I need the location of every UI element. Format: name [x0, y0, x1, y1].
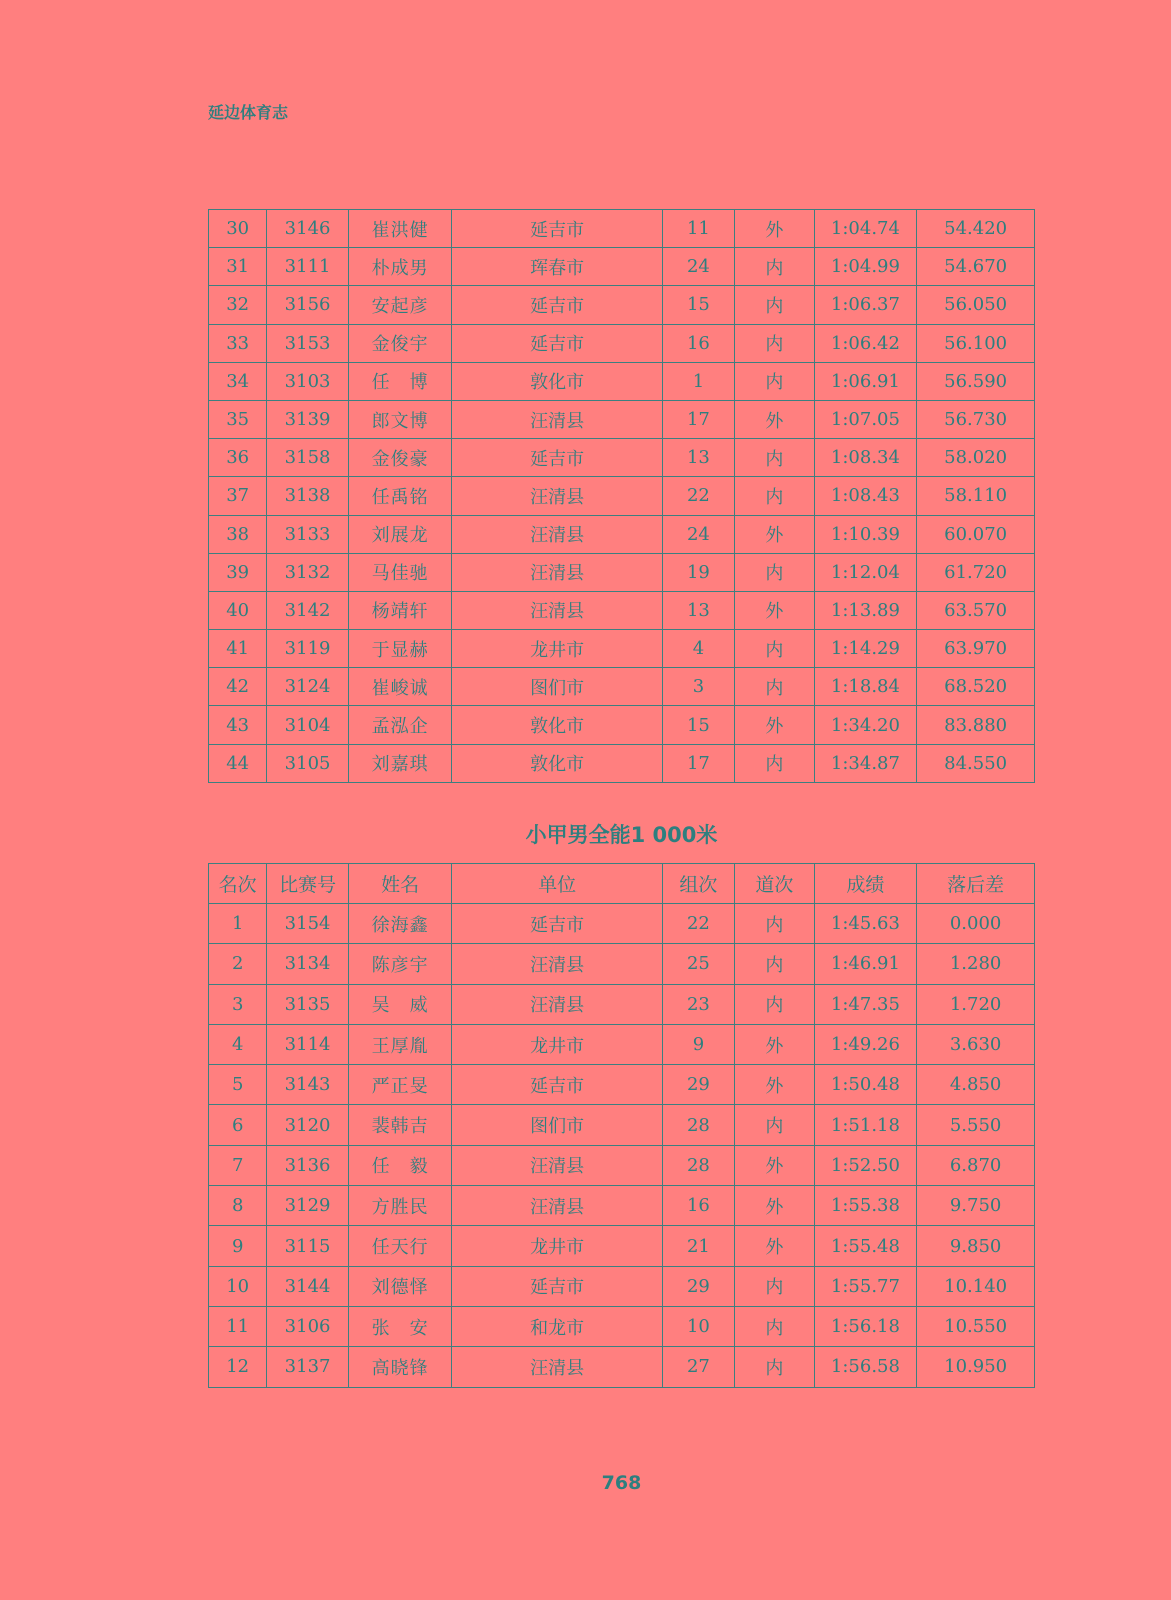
table-row [209, 744, 1035, 782]
cell-rank: 35 [209, 400, 267, 438]
cell-lane: 内 [735, 248, 814, 286]
cell-result: 1:06.42 [814, 324, 917, 362]
cell-result: 1:04.74 [814, 210, 917, 248]
cell-result: 1:34.87 [814, 744, 917, 782]
cell-unit: 汪清县 [452, 1347, 662, 1387]
cell-group: 24 [662, 248, 734, 286]
cell-name: 马佳驰 [348, 553, 452, 591]
cell-unit: 延吉市 [452, 286, 662, 324]
cell-bib-number: 3154 [267, 904, 348, 944]
cell-lane: 内 [735, 362, 814, 400]
book-title-header: 延边体育志 [208, 103, 289, 122]
table-row [209, 439, 1035, 477]
cell-group: 4 [662, 630, 734, 668]
cell-gap: 54.670 [917, 248, 1035, 286]
cell-result: 1:55.48 [814, 1226, 917, 1266]
header-lane: 道次 [735, 864, 814, 904]
cell-group: 21 [662, 1226, 734, 1266]
cell-name: 于显赫 [348, 630, 452, 668]
cell-name: 王厚胤 [348, 1024, 452, 1064]
cell-lane: 外 [735, 515, 814, 553]
cell-group: 13 [662, 439, 734, 477]
cell-result: 1:12.04 [814, 553, 917, 591]
cell-group: 16 [662, 324, 734, 362]
cell-lane: 内 [735, 1347, 814, 1387]
header-rank: 名次 [209, 864, 267, 904]
cell-group: 29 [662, 1266, 734, 1306]
cell-gap: 56.050 [917, 286, 1035, 324]
cell-group: 19 [662, 553, 734, 591]
cell-name: 任天行 [348, 1226, 452, 1266]
cell-rank: 33 [209, 324, 267, 362]
cell-group: 29 [662, 1065, 734, 1105]
cell-unit: 延吉市 [452, 1065, 662, 1105]
cell-rank: 38 [209, 515, 267, 553]
cell-result: 1:55.77 [814, 1266, 917, 1306]
header-gap: 落后差 [917, 864, 1035, 904]
cell-result: 1:10.39 [814, 515, 917, 553]
cell-rank: 11 [209, 1306, 267, 1346]
cell-bib-number: 3119 [267, 630, 348, 668]
cell-bib-number: 3120 [267, 1105, 348, 1145]
cell-lane: 外 [735, 1145, 814, 1185]
table-row [209, 984, 1035, 1024]
table-row [209, 1065, 1035, 1105]
cell-gap: 61.720 [917, 553, 1035, 591]
cell-rank: 39 [209, 553, 267, 591]
cell-gap: 58.020 [917, 439, 1035, 477]
cell-unit: 延吉市 [452, 210, 662, 248]
cell-bib-number: 3136 [267, 1145, 348, 1185]
cell-name: 刘展龙 [348, 515, 452, 553]
cell-unit: 延吉市 [452, 324, 662, 362]
cell-name: 裴韩吉 [348, 1105, 452, 1145]
results-table-continued-body [209, 210, 1035, 783]
cell-lane: 外 [735, 1186, 814, 1226]
cell-unit: 敦化市 [452, 744, 662, 782]
cell-group: 1 [662, 362, 734, 400]
section-title: 小甲男全能1 000米 [525, 823, 718, 847]
cell-gap: 68.520 [917, 668, 1035, 706]
cell-gap: 84.550 [917, 744, 1035, 782]
cell-unit: 龙井市 [452, 630, 662, 668]
cell-lane: 内 [735, 668, 814, 706]
cell-lane: 内 [735, 324, 814, 362]
cell-result: 1:56.58 [814, 1347, 917, 1387]
cell-name: 任禹铭 [348, 477, 452, 515]
cell-rank: 30 [209, 210, 267, 248]
table-row [209, 1186, 1035, 1226]
cell-rank: 44 [209, 744, 267, 782]
cell-name: 刘德怿 [348, 1266, 452, 1306]
cell-lane: 内 [735, 944, 814, 984]
table-row [209, 210, 1035, 248]
cell-result: 1:52.50 [814, 1145, 917, 1185]
cell-rank: 40 [209, 591, 267, 629]
cell-unit: 汪清县 [452, 944, 662, 984]
results-table-1000m [208, 863, 1035, 1388]
cell-group: 22 [662, 904, 734, 944]
cell-bib-number: 3105 [267, 744, 348, 782]
cell-lane: 内 [735, 630, 814, 668]
cell-unit: 延吉市 [452, 439, 662, 477]
cell-gap: 63.970 [917, 630, 1035, 668]
cell-rank: 4 [209, 1024, 267, 1064]
cell-gap: 60.070 [917, 515, 1035, 553]
cell-name: 徐海鑫 [348, 904, 452, 944]
cell-lane: 外 [735, 1226, 814, 1266]
cell-rank: 9 [209, 1226, 267, 1266]
cell-rank: 41 [209, 630, 267, 668]
cell-bib-number: 3124 [267, 668, 348, 706]
cell-bib-number: 3143 [267, 1065, 348, 1105]
cell-bib-number: 3133 [267, 515, 348, 553]
table-row [209, 904, 1035, 944]
cell-result: 1:08.34 [814, 439, 917, 477]
cell-result: 1:46.91 [814, 944, 917, 984]
cell-bib-number: 3106 [267, 1306, 348, 1346]
cell-rank: 12 [209, 1347, 267, 1387]
cell-group: 27 [662, 1347, 734, 1387]
header-group: 组次 [662, 864, 734, 904]
cell-unit: 龙井市 [452, 1024, 662, 1064]
cell-unit: 汪清县 [452, 553, 662, 591]
cell-name: 孟泓企 [348, 706, 452, 744]
cell-lane: 外 [735, 1065, 814, 1105]
cell-bib-number: 3115 [267, 1226, 348, 1266]
cell-name: 金俊宇 [348, 324, 452, 362]
table-header-row [209, 864, 1035, 904]
table-row [209, 706, 1035, 744]
cell-lane: 内 [735, 477, 814, 515]
cell-bib-number: 3139 [267, 400, 348, 438]
cell-group: 17 [662, 744, 734, 782]
header-unit: 单位 [452, 864, 662, 904]
cell-group: 10 [662, 1306, 734, 1346]
cell-unit: 图们市 [452, 1105, 662, 1145]
cell-gap: 4.850 [917, 1065, 1035, 1105]
cell-result: 1:55.38 [814, 1186, 917, 1226]
cell-bib-number: 3135 [267, 984, 348, 1024]
cell-result: 1:08.43 [814, 477, 917, 515]
cell-result: 1:56.18 [814, 1306, 917, 1346]
cell-lane: 外 [735, 400, 814, 438]
cell-name: 严正旻 [348, 1065, 452, 1105]
cell-group: 11 [662, 210, 734, 248]
cell-gap: 10.950 [917, 1347, 1035, 1387]
cell-bib-number: 3134 [267, 944, 348, 984]
cell-lane: 内 [735, 439, 814, 477]
table-row [209, 324, 1035, 362]
cell-gap: 56.730 [917, 400, 1035, 438]
cell-result: 1:06.91 [814, 362, 917, 400]
table-row [209, 286, 1035, 324]
table-row [209, 477, 1035, 515]
cell-rank: 36 [209, 439, 267, 477]
cell-group: 15 [662, 706, 734, 744]
table-row [209, 362, 1035, 400]
cell-group: 13 [662, 591, 734, 629]
cell-name: 任 毅 [348, 1145, 452, 1185]
cell-bib-number: 3104 [267, 706, 348, 744]
cell-group: 23 [662, 984, 734, 1024]
header-result: 成绩 [814, 864, 917, 904]
cell-name: 安起彦 [348, 286, 452, 324]
table-row [209, 1266, 1035, 1306]
cell-result: 1:45.63 [814, 904, 917, 944]
cell-unit: 延吉市 [452, 1266, 662, 1306]
table-row [209, 1226, 1035, 1266]
cell-lane: 内 [735, 744, 814, 782]
cell-result: 1:50.48 [814, 1065, 917, 1105]
cell-result: 1:47.35 [814, 984, 917, 1024]
table-row [209, 1024, 1035, 1064]
cell-name: 朴成男 [348, 248, 452, 286]
cell-bib-number: 3146 [267, 210, 348, 248]
cell-unit: 延吉市 [452, 904, 662, 944]
cell-gap: 56.100 [917, 324, 1035, 362]
cell-gap: 1.720 [917, 984, 1035, 1024]
cell-group: 28 [662, 1145, 734, 1185]
table-row [209, 1105, 1035, 1145]
cell-bib-number: 3142 [267, 591, 348, 629]
cell-unit: 和龙市 [452, 1306, 662, 1346]
cell-name: 郎文博 [348, 400, 452, 438]
cell-name: 陈彦宇 [348, 944, 452, 984]
results-table-continued [208, 209, 1035, 783]
cell-name: 金俊豪 [348, 439, 452, 477]
cell-result: 1:14.29 [814, 630, 917, 668]
cell-lane: 内 [735, 904, 814, 944]
table-row [209, 248, 1035, 286]
table-row [209, 944, 1035, 984]
cell-group: 3 [662, 668, 734, 706]
table-row [209, 591, 1035, 629]
cell-bib-number: 3137 [267, 1347, 348, 1387]
cell-group: 16 [662, 1186, 734, 1226]
cell-lane: 内 [735, 984, 814, 1024]
cell-gap: 9.750 [917, 1186, 1035, 1226]
cell-gap: 5.550 [917, 1105, 1035, 1145]
header-name: 姓名 [348, 864, 452, 904]
cell-bib-number: 3138 [267, 477, 348, 515]
cell-rank: 8 [209, 1186, 267, 1226]
cell-bib-number: 3111 [267, 248, 348, 286]
cell-bib-number: 3103 [267, 362, 348, 400]
cell-lane: 内 [735, 1306, 814, 1346]
cell-gap: 54.420 [917, 210, 1035, 248]
cell-name: 崔峻诚 [348, 668, 452, 706]
cell-result: 1:18.84 [814, 668, 917, 706]
cell-gap: 63.570 [917, 591, 1035, 629]
cell-result: 1:13.89 [814, 591, 917, 629]
cell-name: 方胜民 [348, 1186, 452, 1226]
cell-gap: 10.140 [917, 1266, 1035, 1306]
results-table-1000m-body [209, 904, 1035, 1388]
page-number: 768 [601, 1472, 642, 1494]
cell-gap: 0.000 [917, 904, 1035, 944]
cell-result: 1:49.26 [814, 1024, 917, 1064]
cell-unit: 汪清县 [452, 515, 662, 553]
table-row [209, 553, 1035, 591]
cell-lane: 内 [735, 553, 814, 591]
cell-unit: 龙井市 [452, 1226, 662, 1266]
table-row [209, 1145, 1035, 1185]
cell-result: 1:04.99 [814, 248, 917, 286]
cell-lane: 外 [735, 1024, 814, 1064]
cell-gap: 83.880 [917, 706, 1035, 744]
cell-rank: 6 [209, 1105, 267, 1145]
cell-group: 15 [662, 286, 734, 324]
cell-unit: 敦化市 [452, 362, 662, 400]
cell-unit: 汪清县 [452, 984, 662, 1024]
cell-unit: 汪清县 [452, 400, 662, 438]
table-row [209, 1306, 1035, 1346]
cell-bib-number: 3132 [267, 553, 348, 591]
cell-bib-number: 3144 [267, 1266, 348, 1306]
cell-bib-number: 3129 [267, 1186, 348, 1226]
cell-lane: 外 [735, 706, 814, 744]
cell-rank: 37 [209, 477, 267, 515]
table-row [209, 1347, 1035, 1387]
table-row [209, 400, 1035, 438]
cell-gap: 9.850 [917, 1226, 1035, 1266]
header-bib-number: 比赛号 [267, 864, 348, 904]
cell-name: 杨靖轩 [348, 591, 452, 629]
cell-group: 25 [662, 944, 734, 984]
cell-unit: 图们市 [452, 668, 662, 706]
cell-unit: 汪清县 [452, 591, 662, 629]
cell-result: 1:34.20 [814, 706, 917, 744]
cell-rank: 2 [209, 944, 267, 984]
cell-bib-number: 3153 [267, 324, 348, 362]
cell-name: 吴 威 [348, 984, 452, 1024]
cell-name: 张 安 [348, 1306, 452, 1346]
cell-rank: 7 [209, 1145, 267, 1185]
table-row [209, 630, 1035, 668]
cell-bib-number: 3156 [267, 286, 348, 324]
cell-rank: 32 [209, 286, 267, 324]
cell-lane: 内 [735, 286, 814, 324]
cell-group: 17 [662, 400, 734, 438]
cell-rank: 3 [209, 984, 267, 1024]
cell-rank: 34 [209, 362, 267, 400]
cell-group: 24 [662, 515, 734, 553]
cell-unit: 敦化市 [452, 706, 662, 744]
cell-name: 高晓锋 [348, 1347, 452, 1387]
cell-unit: 汪清县 [452, 1186, 662, 1226]
cell-rank: 31 [209, 248, 267, 286]
cell-gap: 6.870 [917, 1145, 1035, 1185]
cell-group: 22 [662, 477, 734, 515]
cell-gap: 1.280 [917, 944, 1035, 984]
cell-bib-number: 3114 [267, 1024, 348, 1064]
cell-rank: 5 [209, 1065, 267, 1105]
cell-result: 1:07.05 [814, 400, 917, 438]
table-row [209, 668, 1035, 706]
cell-lane: 外 [735, 591, 814, 629]
cell-rank: 1 [209, 904, 267, 944]
cell-rank: 43 [209, 706, 267, 744]
cell-lane: 内 [735, 1266, 814, 1306]
cell-name: 崔洪健 [348, 210, 452, 248]
cell-name: 任 博 [348, 362, 452, 400]
cell-lane: 内 [735, 1105, 814, 1145]
cell-group: 9 [662, 1024, 734, 1064]
cell-rank: 10 [209, 1266, 267, 1306]
cell-gap: 10.550 [917, 1306, 1035, 1346]
cell-lane: 外 [735, 210, 814, 248]
cell-result: 1:06.37 [814, 286, 917, 324]
cell-gap: 56.590 [917, 362, 1035, 400]
cell-gap: 58.110 [917, 477, 1035, 515]
cell-rank: 42 [209, 668, 267, 706]
table-row [209, 515, 1035, 553]
cell-gap: 3.630 [917, 1024, 1035, 1064]
cell-unit: 汪清县 [452, 1145, 662, 1185]
cell-unit: 珲春市 [452, 248, 662, 286]
cell-bib-number: 3158 [267, 439, 348, 477]
cell-group: 28 [662, 1105, 734, 1145]
cell-name: 刘嘉琪 [348, 744, 452, 782]
cell-unit: 汪清县 [452, 477, 662, 515]
cell-result: 1:51.18 [814, 1105, 917, 1145]
